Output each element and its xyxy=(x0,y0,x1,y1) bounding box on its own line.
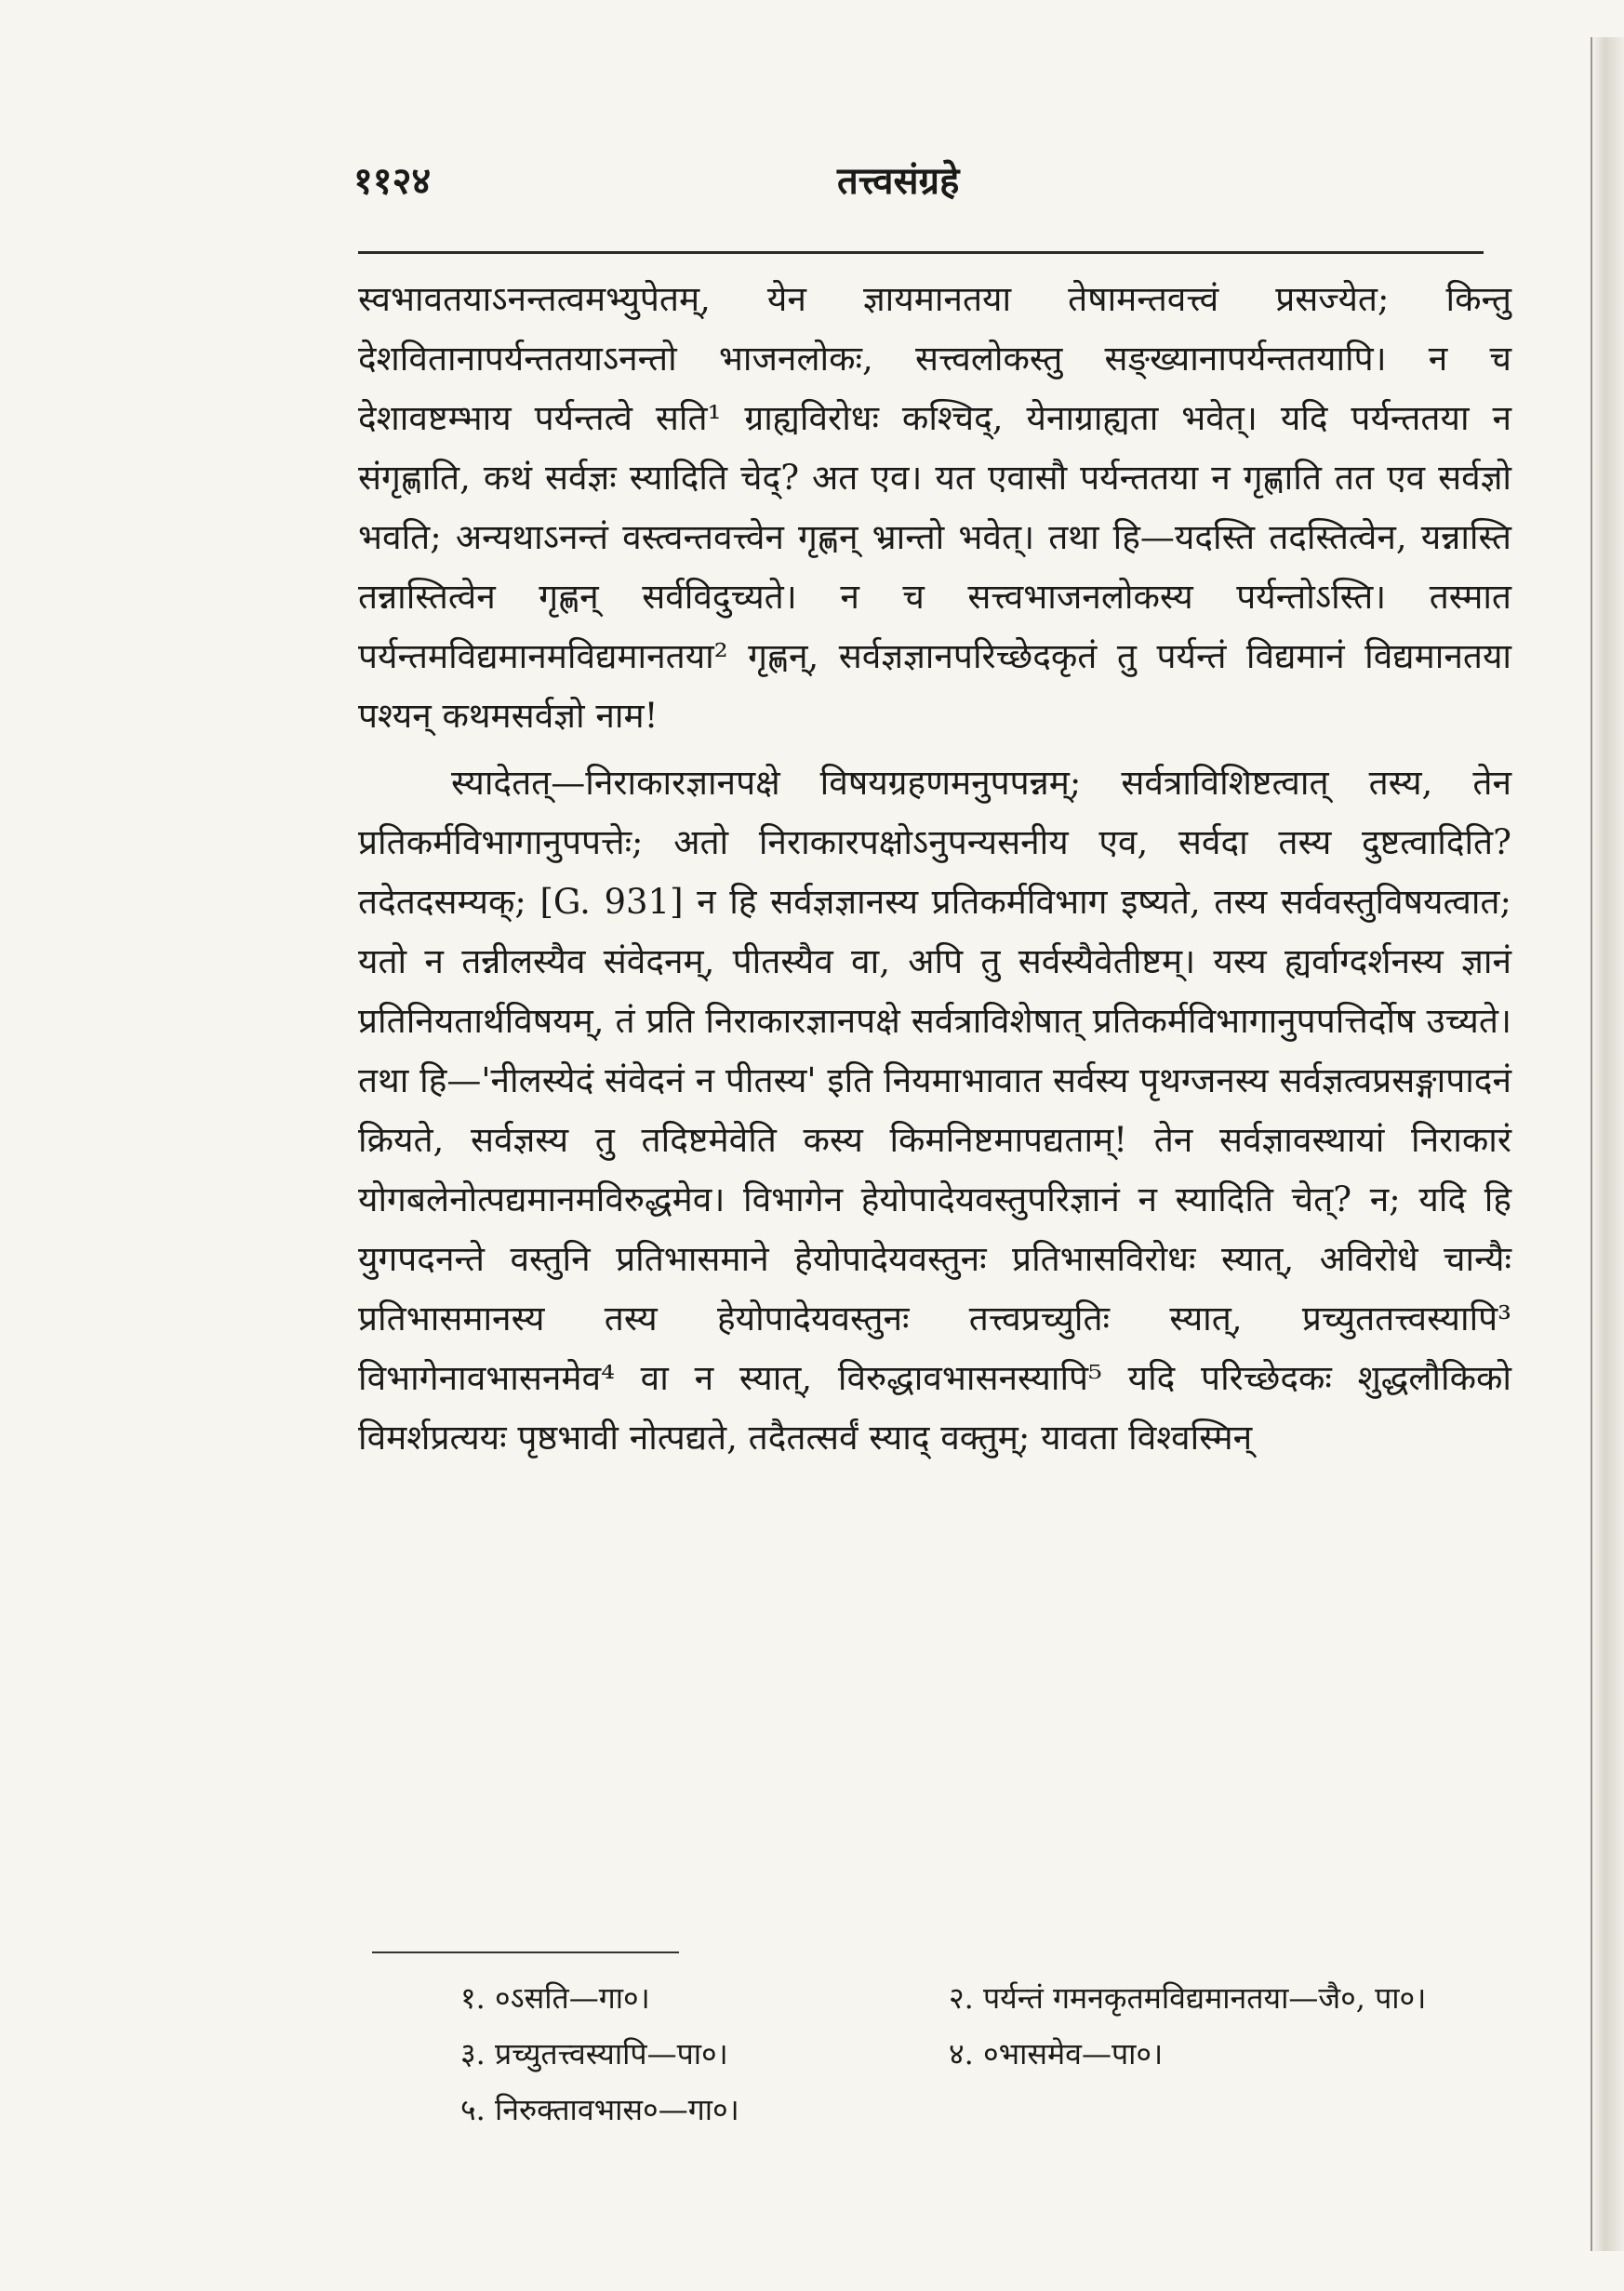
footnote-5: ५. निरुक्तावभास०—गा०। xyxy=(460,2092,739,2127)
footnote-4: ४. ०भासमेव—पा०। xyxy=(949,2036,1164,2071)
paragraph-2: स्यादेतत्—निराकारज्ञानपक्षे विषयग्रहणमनुपपन्नम्; सर्वत्राविशिष्टत्वात् तस्य, तेन प्रतिकर्मविभागानुपपत्तेः; अतो निराकारपक्षोऽनुपन्यसनीय एव, सर्वदा तस्य दुष्टत्वादिति? तदेतदसम्यक्; [G. 931] न हि सर्वज्ञज्ञानस्य प्रतिकर्मविभाग इष्यते, तस्य सर्ववस्तुविषयत्वात; यतो न तन्नीलस्यैव संवेदनम्, पीतस्यैव वा, अपि तु सर्वस्यैवेतीष्टम्। यस्य ह्यर्वाग्दर्शनस्य ज्ञानं प्रतिनियतार्थविषयम्, तं प्रति निराकारज्ञानपक्षे सर्वत्राविशेषात् प्रतिकर्मविभागानुपपत्तिर्दोष उच्यते। तथा हि—'नीलस्येदं संवेदनं न पीतस्य' इति नियमाभावात सर्वस्य पृथग्जनस्य सर्वज्ञत्वप्रसङ्गापादनं क्रियते, सर्वज्ञस्य तु तदिष्टमेवेति कस्य किमनिष्टमापद्यताम्! तेन सर्वज्ञावस्थायां निराकारं योगबलेनोत्पद्यमानमविरुद्धमेव। विभागेन हेयोपादेयवस्तुपरिज्ञानं न स्यादिति चेत्? न; यदि हि युगपदनन्ते वस्तुनि प्रतिभासमाने हेयोपादेयवस्तुनः प्रतिभासविरोधः स्यात्, अविरोधे चान्यैः प्रतिभासमानस्य तस्य हेयोपादेयवस्तुनः तत्त्वप्रच्युतिः स्यात्, प्रच्युततत्त्वस्यापि³ विभागेनावभासनमेव⁴ वा न स्यात्, विरुद्धावभासनस्यापि⁵ यदि परिच्छेदकः शुद्धलौकिको विमर्शप्रत्ययः पृष्ठभावी नोत्पद्यते, तदैतत्सर्वं स्याद् वक्तुम्; यावता विश्वस्मिन् xyxy=(358,763,1511,1458)
page-number: ११२४ xyxy=(353,159,432,203)
footnote-1: १. ०ऽसति—गा०। xyxy=(460,1980,650,2016)
footnotes xyxy=(372,1951,1516,2138)
footnote-grid xyxy=(372,1970,1516,2138)
running-title: तत्त्वसंग्रहे xyxy=(837,159,960,203)
footnote-2: २. पर्यन्तं गमनकृतमविद्यमानतया—जै०, पा०। xyxy=(949,1980,1427,2016)
page-edge xyxy=(1591,37,1624,2251)
header-rule xyxy=(358,251,1484,254)
page-header xyxy=(353,153,1470,209)
footnote-3: ३. प्रच्युतत्त्वस्यापि—पा०। xyxy=(460,2036,728,2071)
footnote-rule xyxy=(372,1951,679,1953)
main-text xyxy=(358,270,1511,1468)
paragraph-1: स्वभावतयाऽनन्तत्वमभ्युपेतम्, येन ज्ञायमानतया तेषामन्तवत्त्वं प्रसज्येत; किन्तु देशवितानापर्यन्ततयाऽनन्तो भाजनलोकः, सत्त्वलोकस्तु सङ्ख्यानापर्यन्ततयापि। न च देशावष्टम्भाय पर्यन्तत्वे सति¹ ग्राह्यविरोधः कश्चिद्, येनाग्राह्यता भवेत्। यदि पर्यन्ततया न संगृह्णाति, कथं सर्वज्ञः स्यादिति चेद्? अत एव। यत एवासौ पर्यन्ततया न गृह्णाति तत एव सर्वज्ञो भवति; अन्यथाऽनन्तं वस्त्वन्तवत्त्वेन गृह्णन् भ्रान्तो भवेत्। तथा हि—यदस्ति तदस्तित्वेन, यन्नास्ति तन्नास्तित्वेन गृह्णन् सर्वविदुच्यते। न च सत्त्वभाजनलोकस्य पर्यन्तोऽस्ति। तस्मात पर्यन्तमविद्यमानमविद्यमानतया² गृह्णन्, सर्वज्ञज्ञानपरिच्छेदकृतं तु पर्यन्तं विद्यमानं विद्यमानतया पश्यन् कथमसर्वज्ञो नाम! xyxy=(358,279,1511,736)
